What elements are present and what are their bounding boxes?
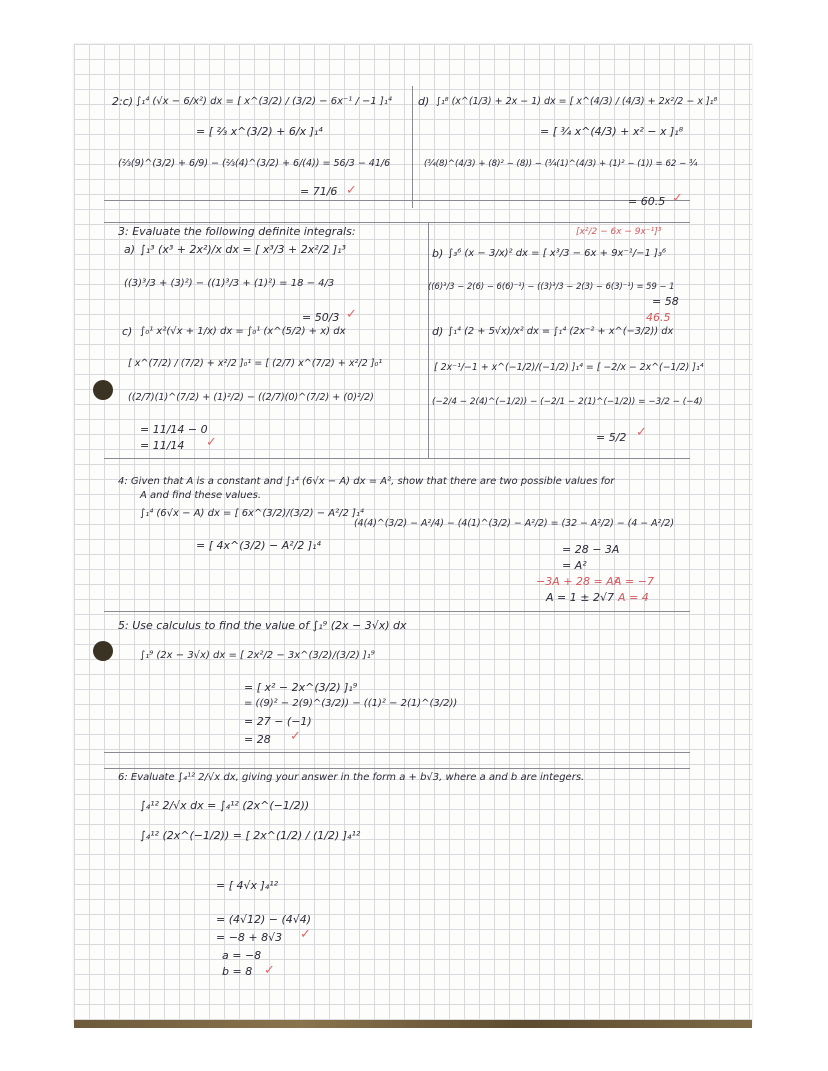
working-line: = 28 − 3A bbox=[562, 543, 620, 556]
table-edge bbox=[74, 1020, 752, 1028]
question-4-heading: 4: Given that A is a constant and ∫₁⁴ (6√x − A) dx = A², show that there are two possible values for bbox=[118, 476, 615, 487]
working-line: = [ 4√x ]₄¹² bbox=[216, 879, 279, 892]
working-line: (−2/4 − 2(4)^(−1/2)) − (−2/1 − 2(1)^(−1/2)) = −3/2 − (−4) bbox=[432, 397, 703, 407]
red-correction: [x²/2 − 6x − 9x⁻¹]³ bbox=[576, 227, 662, 237]
working-line: = [ 4x^(3/2) − A²/2 ]₁⁴ bbox=[196, 539, 321, 552]
working-line: ∫₄¹² (2x^(−1/2)) = [ 2x^(1/2) / (1/2) ]₄¹² bbox=[140, 829, 361, 842]
working-line: [ 2x⁻¹/−1 + x^(−1/2)/(−1/2) ]₁⁴ = [ −2/x − 2x^(−1/2) ]₁⁴ bbox=[434, 362, 704, 373]
red-correction: A = 4 bbox=[618, 591, 649, 604]
binder-hole-top bbox=[93, 380, 113, 400]
answer-line: = 28 bbox=[244, 733, 271, 746]
working-line: (⅔(9)^(3/2) + 6/9) − (⅔(4)^(3/2) + 6/(4)) = 56/3 − 41/6 bbox=[118, 158, 391, 169]
working-line: ∫₁⁴ (6√x − A) dx = [ 6x^(3/2)/(3/2) − A²/2 ]₁⁴ bbox=[140, 508, 364, 519]
check-mark-icon: ✓ bbox=[346, 183, 357, 198]
working-line: ((2/7)(1)^(7/2) + (1)²/2) − ((2/7)(0)^(7/2) + (0)²/2) bbox=[128, 392, 374, 403]
working-line: ∫₁⁹ (2x − 3√x) dx = [ 2x²/2 − 3x^(3/2)/(3/2) ]₁⁹ bbox=[140, 650, 375, 661]
question-label: d) bbox=[432, 325, 444, 338]
working-line: ∫₁³ (x³ + 2x²)/x dx = [ x³/3 + 2x²/2 ]₁³ bbox=[140, 243, 346, 256]
working-line: = A² bbox=[562, 559, 587, 572]
answer-line: = 58 bbox=[652, 295, 679, 308]
question-3-heading: 3: Evaluate the following definite integrals: bbox=[118, 225, 356, 238]
answer-line: a = −8 bbox=[222, 949, 262, 962]
working-line: (¾(8)^(4/3) + (8)² − (8)) − (¾(1)^(4/3) + (1)² − (1)) = 62 − ¾ bbox=[424, 159, 698, 169]
question-label: a) bbox=[124, 243, 136, 256]
answer-line: = 50/3 bbox=[302, 311, 340, 324]
divider bbox=[104, 768, 690, 769]
answer-line: = 11/14 bbox=[140, 439, 185, 452]
working-line: ∫₁⁴ (√x − 6/x²) dx = [ x^(3/2) / (3/2) − 6x⁻¹ / −1 ]₁⁴ bbox=[136, 96, 392, 107]
divider bbox=[104, 752, 690, 753]
working-line: ∫₁⁸ (x^(1/3) + 2x − 1) dx = [ x^(4/3) / (4/3) + 2x²/2 − x ]₁⁸ bbox=[436, 96, 718, 107]
answer-line: = 5/2 bbox=[596, 431, 627, 444]
red-correction: A = −7 bbox=[614, 575, 654, 588]
column-divider bbox=[412, 86, 413, 208]
check-mark-icon: ✓ bbox=[346, 307, 357, 322]
question-5-heading: 5: Use calculus to find the value of ∫₁⁹ (2x − 3√x) dx bbox=[118, 619, 407, 632]
graph-paper-sheet bbox=[74, 44, 752, 1026]
check-mark-icon: ✓ bbox=[636, 425, 647, 440]
working-line: ∫₁⁴ (2 + 5√x)/x² dx = ∫₁⁴ (2x⁻² + x^(−3/2)) dx bbox=[448, 326, 674, 337]
working-line: ((3)³/3 + (3)²) − ((1)³/3 + (1)²) = 18 − 4/3 bbox=[124, 278, 335, 289]
answer-line: = 60.5 bbox=[628, 195, 666, 208]
working-line: (4(4)^(3/2) − A²/4) − (4(1)^(3/2) − A²/2) = (32 − A²/2) − (4 − A²/2) bbox=[354, 518, 675, 529]
question-label: c) bbox=[122, 325, 133, 338]
divider bbox=[104, 611, 690, 612]
red-correction: 46.5 bbox=[646, 311, 671, 324]
working-line: = ((9)² − 2(9)^(3/2)) − ((1)² − 2(1)^(3/2)) bbox=[244, 698, 458, 709]
working-line: = [ ⅔ x^(3/2) + 6/x ]₁⁴ bbox=[196, 125, 323, 138]
question-4-heading: A and find these values. bbox=[140, 490, 261, 501]
question-label: b) bbox=[432, 247, 444, 260]
check-mark-icon: ✓ bbox=[672, 191, 683, 206]
check-mark-icon: ✓ bbox=[264, 963, 275, 978]
working-line: = [ ¾ x^(4/3) + x² − x ]₁⁸ bbox=[540, 125, 684, 138]
divider bbox=[104, 200, 690, 201]
red-correction: −3A + 28 = A² bbox=[536, 575, 619, 588]
working-line: = [ x² − 2x^(3/2) ]₁⁹ bbox=[244, 681, 358, 694]
answer-line: = 71/6 bbox=[300, 185, 338, 198]
binder-hole-bottom bbox=[93, 641, 113, 661]
working-line: = 27 − (−1) bbox=[244, 715, 312, 728]
working-line: [ x^(7/2) / (7/2) + x²/2 ]₀¹ = [ (2/7) x^(7/2) + x²/2 ]₀¹ bbox=[128, 358, 383, 369]
working-line: ∫₀¹ x²(√x + 1/x) dx = ∫₀¹ (x^(5/2) + x) dx bbox=[140, 326, 346, 337]
working-line: A = 1 ± 2√7 bbox=[546, 591, 614, 604]
check-mark-icon: ✓ bbox=[206, 435, 217, 450]
answer-line: b = 8 bbox=[222, 965, 253, 978]
question-label: d) bbox=[418, 95, 430, 108]
question-label: 2:c) bbox=[112, 95, 134, 108]
working-line: ∫₄¹² 2/√x dx = ∫₄¹² (2x^(−1/2)) bbox=[140, 799, 310, 812]
working-line: = (4√12) − (4√4) bbox=[216, 913, 312, 926]
divider bbox=[104, 222, 690, 223]
column-divider bbox=[428, 222, 429, 458]
working-line: ∫₃⁶ (x − 3/x)² dx = [ x³/3 − 6x + 9x⁻¹/−1 ]₃⁶ bbox=[448, 248, 666, 259]
working-line: = 11/14 − 0 bbox=[140, 423, 208, 436]
check-mark-icon: ✓ bbox=[300, 927, 311, 942]
question-6-heading: 6: Evaluate ∫₄¹² 2/√x dx, giving your answer in the form a + b√3, where a and b are integers. bbox=[118, 772, 585, 783]
divider bbox=[104, 458, 690, 459]
check-mark-icon: ✓ bbox=[290, 729, 301, 744]
answer-line: = −8 + 8√3 bbox=[216, 931, 283, 944]
working-line: ((6)³/3 − 2(6) − 6(6)⁻¹) − ((3)³/3 − 2(3) − 6(3)⁻¹) = 59 − 1 bbox=[428, 281, 675, 291]
